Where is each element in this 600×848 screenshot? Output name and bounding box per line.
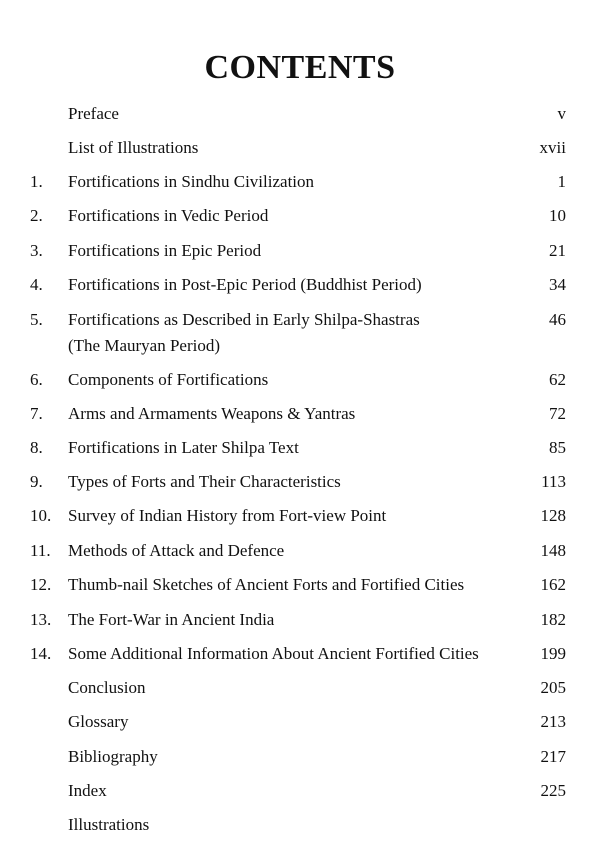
toc-number: 9. <box>30 472 43 491</box>
toc-title: Arms and Armaments Weapons & Yantras <box>68 404 356 423</box>
toc-page: v <box>557 104 566 123</box>
toc-page: 21 <box>549 241 566 260</box>
toc-number: 14. <box>30 644 52 663</box>
toc-page: 162 <box>540 575 566 594</box>
toc-page: 199 <box>540 644 566 663</box>
toc-title: Components of Fortifications <box>68 370 269 389</box>
toc-title: Preface <box>68 104 119 123</box>
toc-number: 13. <box>30 610 52 629</box>
toc-number: 1. <box>30 172 43 191</box>
toc-page: xvii <box>539 138 566 157</box>
toc-title: Fortifications in Vedic Period <box>68 206 269 225</box>
toc-title: Fortifications in Sindhu Civilization <box>68 172 315 191</box>
toc-title: Methods of Attack and Defence <box>68 541 285 560</box>
toc-page: 213 <box>540 712 566 731</box>
toc-page: 46 <box>549 310 566 329</box>
page-title: CONTENTS <box>204 49 396 86</box>
toc-title: Some Additional Information About Ancient Fortified Cities <box>68 644 479 663</box>
toc-title: Fortifications in Post-Epic Period (Buddhist Period) <box>68 275 422 294</box>
toc-title: List of Illustrations <box>68 138 199 157</box>
toc-title: Types of Forts and Their Characteristics <box>68 472 341 491</box>
toc-title: Index <box>68 781 107 800</box>
toc-page: 62 <box>549 370 566 389</box>
toc-page: 72 <box>549 404 566 423</box>
toc-title: Illustrations <box>68 815 150 834</box>
toc-title-main: Fortifications as Described in Early Shilpa-Shastras <box>68 310 420 329</box>
toc-page: 85 <box>549 438 566 457</box>
toc-number: 7. <box>30 404 43 423</box>
toc-page: 113 <box>541 472 566 491</box>
toc-title <box>68 307 508 359</box>
toc-number: 8. <box>30 438 43 457</box>
toc-number: 6. <box>30 370 43 389</box>
toc-number: 11. <box>30 541 51 560</box>
toc-title: Bibliography <box>68 747 158 766</box>
toc-title: Thumb-nail Sketches of Ancient Forts and Fortified Cities <box>68 575 465 594</box>
toc-title: Conclusion <box>68 678 146 697</box>
toc-number: 2. <box>30 206 43 225</box>
toc-number: 12. <box>30 575 52 594</box>
toc-page: 182 <box>540 610 566 629</box>
toc-number: 10. <box>30 506 52 525</box>
toc-page: 205 <box>540 678 566 697</box>
toc-page: 128 <box>540 506 566 525</box>
toc-title: Survey of Indian History from Fort-view Point <box>68 506 387 525</box>
toc-subtitle: (The Mauryan Period) <box>68 336 221 355</box>
toc-page: 34 <box>549 275 566 294</box>
toc-title: The Fort-War in Ancient India <box>68 610 275 629</box>
toc-number: 5. <box>30 310 43 329</box>
toc-title: Fortifications in Later Shilpa Text <box>68 438 299 457</box>
toc-number: 4. <box>30 275 43 294</box>
toc-number: 3. <box>30 241 43 260</box>
toc-page: 10 <box>549 206 566 225</box>
toc-title: Glossary <box>68 712 129 731</box>
toc-page: 148 <box>540 541 566 560</box>
toc-page: 1 <box>557 172 566 191</box>
toc-page: 225 <box>540 781 566 800</box>
toc-page: 217 <box>540 747 566 766</box>
toc-title: Fortifications in Epic Period <box>68 241 262 260</box>
